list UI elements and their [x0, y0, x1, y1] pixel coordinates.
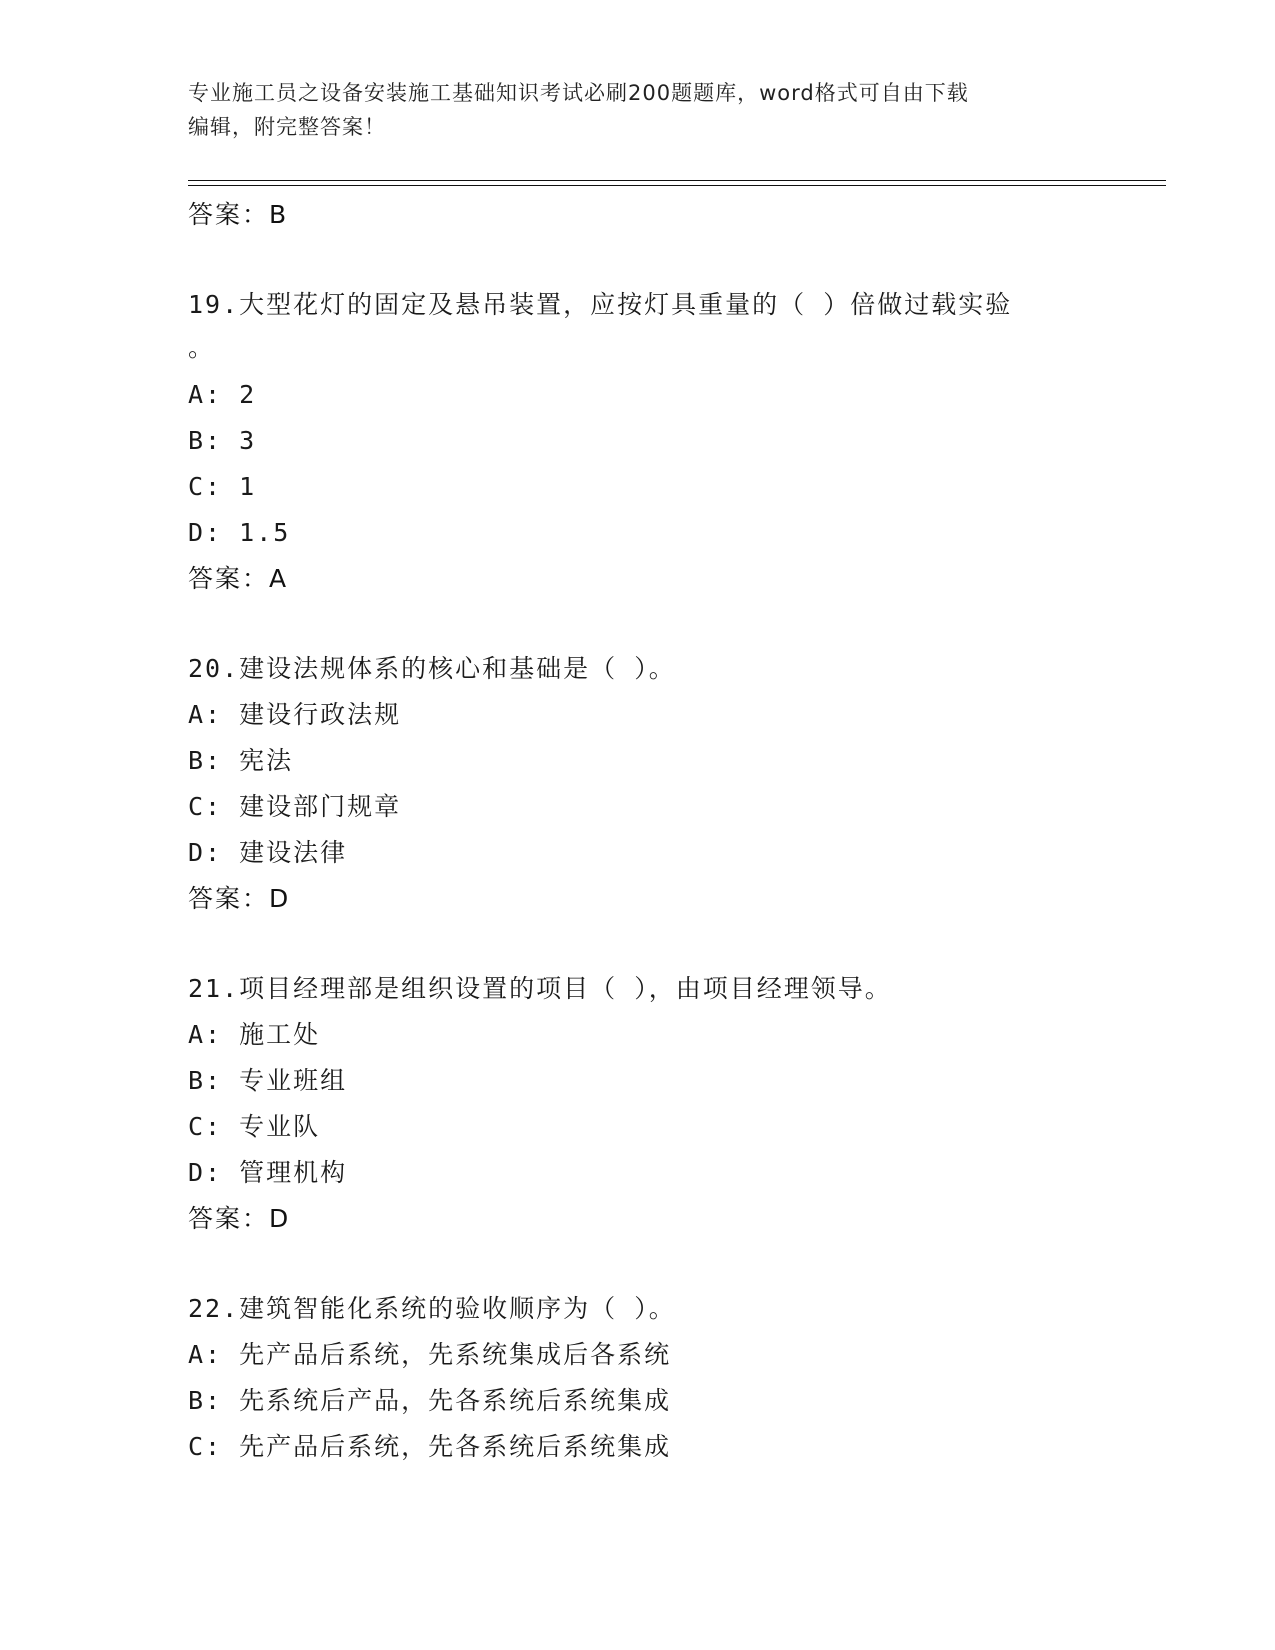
question-21: [188, 966, 1168, 1242]
header-rule-top: [188, 180, 1166, 181]
option-a: A: 建设行政法规: [188, 700, 402, 729]
question-20: [188, 646, 1168, 922]
header-rule-bottom: [188, 185, 1166, 186]
previous-answer: 答案：B: [188, 200, 289, 229]
option-b: B: 专业班组: [188, 1066, 348, 1095]
question-stem: 21.项目经理部是组织设置的项目（ ），由项目经理领导。: [188, 974, 892, 1003]
question-22: [188, 1286, 1168, 1470]
option-d: D: 建设法律: [188, 838, 348, 867]
option-b: B: 宪法: [188, 746, 294, 775]
question-stem-continuation: 。: [188, 333, 216, 362]
option-c: C: 先产品后系统，先各系统后系统集成: [188, 1432, 672, 1461]
option-c: C: 专业队: [188, 1112, 321, 1141]
header-title-line-2: 编辑，附完整答案！: [188, 115, 386, 139]
option-d: D: 管理机构: [188, 1158, 348, 1187]
question-19: [188, 282, 1168, 602]
option-c: C: 建设部门规章: [188, 792, 402, 821]
question-list: [188, 192, 1168, 1470]
header-title-line-1: 专业施工员之设备安装施工基础知识考试必刷200题题库，word格式可自由下载: [188, 81, 969, 105]
document-header: [188, 76, 1088, 144]
option-b: B: 3: [188, 426, 257, 455]
option-d: D: 1.5: [188, 518, 291, 547]
question-stem: 19.大型花灯的固定及悬吊装置，应按灯具重量的（ ）倍做过载实验: [188, 290, 1013, 319]
question-answer: 答案：A: [188, 564, 289, 593]
question-answer: 答案：D: [188, 884, 291, 913]
option-b: B: 先系统后产品，先各系统后系统集成: [188, 1386, 672, 1415]
question-answer: 答案：D: [188, 1204, 291, 1233]
option-a: A: 先产品后系统，先系统集成后各系统: [188, 1340, 672, 1369]
question-stem: 20.建设法规体系的核心和基础是（ ）。: [188, 654, 676, 683]
option-a: A: 施工处: [188, 1020, 321, 1049]
option-a: A: 2: [188, 380, 257, 409]
question-stem: 22.建筑智能化系统的验收顺序为（ ）。: [188, 1294, 676, 1323]
option-c: C: 1: [188, 472, 257, 501]
